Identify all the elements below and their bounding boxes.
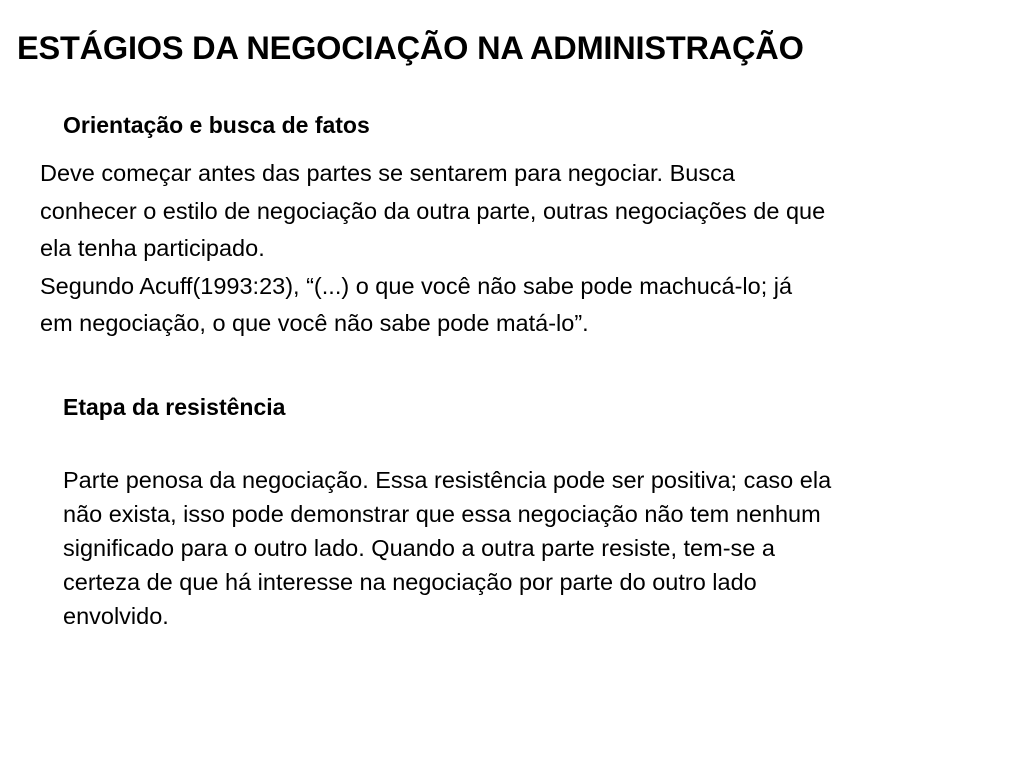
body-line: certeza de que há interesse na negociação por parte do outro lado [63,569,757,595]
body-line: Deve começar antes das partes se sentarem para negociar. Busca [40,160,735,186]
body-line: significado para o outro lado. Quando a outra parte resiste, tem-se a [63,535,775,561]
body-line: não exista, isso pode demonstrar que essa negociação não tem nenhum [63,501,821,527]
section-body-resistance [63,463,1003,633]
body-line: Parte penosa da negociação. Essa resistência pode ser positiva; caso ela [63,467,832,493]
section-heading-orientation: Orientação e busca de fatos [63,112,370,138]
body-line: conhecer o estilo de negociação da outra parte, outras negociações de que [40,197,826,224]
section-body-orientation [40,155,1000,343]
body-line: em negociação, o que você não sabe pode matá-lo”. [40,310,589,336]
body-line: Segundo Acuff(1993:23), “(...) o que você não sabe pode machucá-lo; já [40,272,793,299]
section-heading-resistance: Etapa da resistência [63,394,286,420]
body-line: envolvido. [63,603,169,629]
body-line: ela tenha participado. [40,235,265,261]
slide-title: ESTÁGIOS DA NEGOCIAÇÃO NA ADMINISTRAÇÃO [17,30,804,66]
